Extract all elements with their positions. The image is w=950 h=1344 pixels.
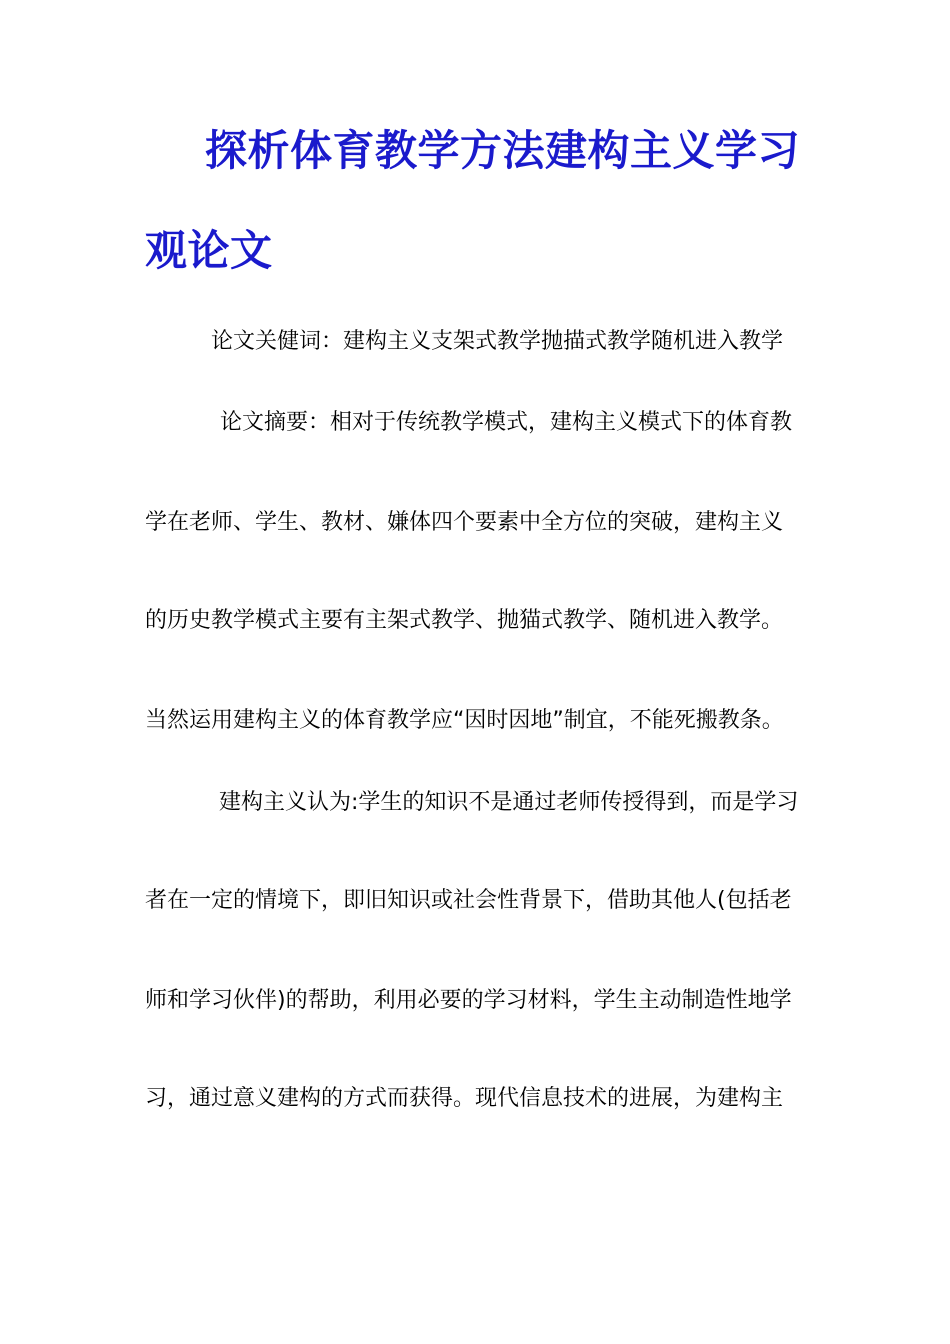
body-line-2: 者在一定的情境下，即旧知识或社会性背景下，借助其他人(包括老 [145, 888, 792, 913]
abstract-line-4: 当然运用建构主义的体育教学应“因时因地”制宜，不能死搬教条。 [145, 708, 784, 733]
document-title-line-2: 观论文 [145, 226, 273, 275]
body-line-1: 建构主义认为:学生的知识不是通过老师传授得到，而是学习 [219, 790, 799, 815]
body-line-4: 习，通过意义建构的方式而获得。现代信息技术的进展，为建构主 [145, 1086, 784, 1111]
body-line-3: 师和学习伙伴)的帮助，利用必要的学习材料，学生主动制造性地学 [145, 988, 792, 1013]
keywords-line: 论文关健词：建构主义支架式教学抛描式教学随机进入教学 [211, 329, 784, 354]
abstract-line-1: 论文摘要：相对于传统教学模式，建构主义模式下的体育教 [220, 410, 793, 435]
document-title-line-1: 探析体育教学方法建构主义学习 [205, 126, 801, 175]
abstract-line-2: 学在老师、学生、教材、嫌体四个要素中全方位的突破，建构主义 [145, 510, 784, 535]
abstract-line-3: 的历史教学模式主要有主架式教学、抛猫式教学、随机进入教学。 [145, 608, 784, 633]
